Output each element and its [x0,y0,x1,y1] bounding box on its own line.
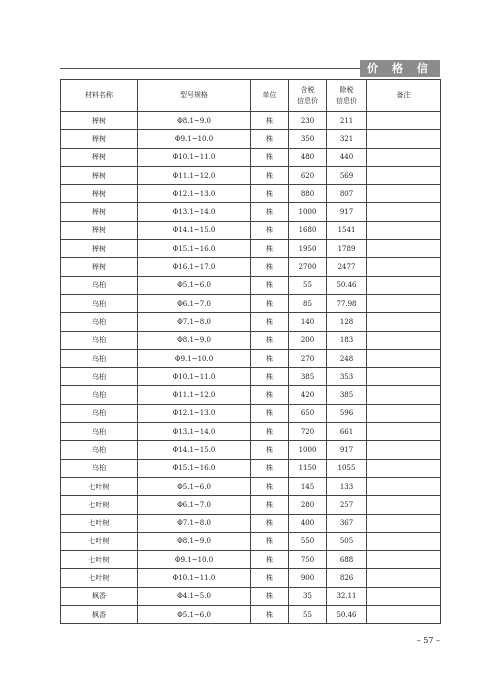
cell-tax-excluded-price: 505 [327,532,367,550]
cell-tax-excluded-price: 367 [327,514,367,532]
cell-material-name: 七叶树 [61,514,138,532]
cell-material-name: 乌桕 [61,386,138,404]
cell-remark [367,240,441,258]
cell-remark [367,587,441,605]
table-row [61,130,441,148]
cell-spec: Φ15.1~16.0 [138,240,251,258]
cell-material-name: 乌桕 [61,313,138,331]
cell-material-name: 乌桕 [61,349,138,367]
table-body [61,112,441,624]
cell-tax-excluded-price: 826 [327,569,367,587]
cell-tax-included-price: 350 [289,130,327,148]
cell-spec: Φ10.1~11.0 [138,569,251,587]
header-material-name: 材料名称 [61,80,138,112]
cell-spec: Φ8.1~9.0 [138,532,251,550]
cell-remark [367,313,441,331]
cell-spec: Φ5.1~6.0 [138,477,251,495]
cell-tax-included-price: 400 [289,514,327,532]
cell-tax-included-price: 2700 [289,258,327,276]
header-tax-included-line1: 含税 [300,85,315,94]
cell-tax-included-price: 720 [289,423,327,441]
cell-tax-included-price: 900 [289,569,327,587]
cell-tax-included-price: 750 [289,551,327,569]
cell-unit: 株 [251,496,289,514]
cell-material-name: 榉树 [61,130,138,148]
cell-spec: Φ10.1~11.0 [138,148,251,166]
cell-tax-included-price: 35 [289,587,327,605]
table-row [61,606,441,624]
header-remark: 备注 [367,80,441,112]
cell-unit: 株 [251,331,289,349]
cell-tax-excluded-price: 1541 [327,221,367,239]
cell-tax-included-price: 650 [289,404,327,422]
cell-tax-included-price: 55 [289,606,327,624]
table-row [61,496,441,514]
cell-material-name: 七叶树 [61,532,138,550]
cell-unit: 株 [251,294,289,312]
table-row [61,112,441,130]
cell-spec: Φ6.1~7.0 [138,294,251,312]
table-row [61,294,441,312]
header-rule [60,68,360,69]
cell-unit: 株 [251,203,289,221]
cell-spec: Φ16.1~17.0 [138,258,251,276]
cell-tax-included-price: 550 [289,532,327,550]
cell-material-name: 七叶树 [61,569,138,587]
cell-tax-excluded-price: 1789 [327,240,367,258]
cell-remark [367,459,441,477]
cell-spec: Φ8.1~9.0 [138,112,251,130]
cell-material-name: 枫香 [61,587,138,605]
cell-tax-excluded-price: 596 [327,404,367,422]
cell-material-name: 乌桕 [61,404,138,422]
cell-material-name: 乌桕 [61,331,138,349]
table-row [61,386,441,404]
cell-tax-included-price: 480 [289,148,327,166]
cell-material-name: 榉树 [61,112,138,130]
cell-tax-excluded-price: 688 [327,551,367,569]
cell-remark [367,294,441,312]
cell-tax-excluded-price: 321 [327,130,367,148]
cell-unit: 株 [251,606,289,624]
header-spec: 型号规格 [138,80,251,112]
cell-remark [367,148,441,166]
cell-remark [367,130,441,148]
cell-spec: Φ9.1~10.0 [138,349,251,367]
cell-spec: Φ12.1~13.0 [138,404,251,422]
cell-spec: Φ8.1~9.0 [138,331,251,349]
cell-spec: Φ15.1~16.0 [138,459,251,477]
cell-tax-excluded-price: 440 [327,148,367,166]
cell-tax-included-price: 620 [289,166,327,184]
table-row [61,258,441,276]
cell-tax-included-price: 280 [289,496,327,514]
cell-spec: Φ13.1~14.0 [138,203,251,221]
table-row [61,404,441,422]
table-row [61,551,441,569]
cell-tax-excluded-price: 917 [327,441,367,459]
cell-material-name: 乌桕 [61,294,138,312]
cell-tax-included-price: 145 [289,477,327,495]
price-table [60,79,441,624]
cell-tax-excluded-price: 211 [327,112,367,130]
cell-tax-included-price: 385 [289,368,327,386]
cell-remark [367,404,441,422]
cell-tax-included-price: 230 [289,112,327,130]
cell-tax-excluded-price: 50.46 [327,606,367,624]
cell-spec: Φ14.1~15.0 [138,441,251,459]
cell-tax-included-price: 1950 [289,240,327,258]
cell-spec: Φ9.1~10.0 [138,130,251,148]
cell-unit: 株 [251,221,289,239]
table-header-row [61,80,441,112]
cell-remark [367,349,441,367]
cell-spec: Φ7.1~8.0 [138,313,251,331]
cell-unit: 株 [251,441,289,459]
cell-remark [367,569,441,587]
table-row [61,148,441,166]
cell-remark [367,258,441,276]
cell-tax-included-price: 1000 [289,441,327,459]
cell-tax-excluded-price: 133 [327,477,367,495]
cell-tax-excluded-price: 128 [327,313,367,331]
cell-remark [367,368,441,386]
cell-remark [367,532,441,550]
table-row [61,441,441,459]
header-tax-included-price [289,80,327,112]
cell-material-name: 乌桕 [61,441,138,459]
cell-material-name: 榉树 [61,166,138,184]
cell-tax-excluded-price: 183 [327,331,367,349]
cell-remark [367,551,441,569]
header-tax-excluded-line1: 除税 [339,85,354,94]
table-row [61,569,441,587]
cell-tax-included-price: 1680 [289,221,327,239]
cell-remark [367,203,441,221]
header-tax-included-line2: 信息价 [297,96,318,105]
cell-unit: 株 [251,386,289,404]
cell-unit: 株 [251,514,289,532]
cell-tax-included-price: 200 [289,331,327,349]
cell-unit: 株 [251,423,289,441]
cell-unit: 株 [251,349,289,367]
cell-tax-excluded-price: 50.46 [327,276,367,294]
cell-material-name: 七叶树 [61,551,138,569]
cell-unit: 株 [251,258,289,276]
table-row [61,477,441,495]
cell-tax-excluded-price: 917 [327,203,367,221]
cell-unit: 株 [251,148,289,166]
cell-material-name: 七叶树 [61,477,138,495]
cell-material-name: 乌桕 [61,368,138,386]
cell-spec: Φ11.1~12.0 [138,166,251,184]
cell-tax-excluded-price: 77.98 [327,294,367,312]
cell-tax-excluded-price: 353 [327,368,367,386]
cell-spec: Φ4.1~5.0 [138,587,251,605]
cell-tax-included-price: 420 [289,386,327,404]
cell-remark [367,276,441,294]
cell-tax-excluded-price: 807 [327,185,367,203]
cell-material-name: 枫香 [61,606,138,624]
table-row [61,221,441,239]
page-number: – 57 – [416,636,440,645]
cell-unit: 株 [251,587,289,605]
cell-remark [367,477,441,495]
cell-unit: 株 [251,532,289,550]
cell-unit: 株 [251,240,289,258]
table-row [61,368,441,386]
cell-remark [367,185,441,203]
cell-remark [367,386,441,404]
cell-material-name: 榉树 [61,185,138,203]
cell-tax-included-price: 880 [289,185,327,203]
cell-unit: 株 [251,185,289,203]
cell-remark [367,331,441,349]
cell-unit: 株 [251,477,289,495]
cell-material-name: 榉树 [61,148,138,166]
cell-tax-excluded-price: 385 [327,386,367,404]
cell-spec: Φ7.1~8.0 [138,514,251,532]
cell-remark [367,221,441,239]
cell-unit: 株 [251,112,289,130]
cell-tax-included-price: 1150 [289,459,327,477]
cell-spec: Φ13.1~14.0 [138,423,251,441]
cell-unit: 株 [251,276,289,294]
cell-remark [367,112,441,130]
cell-tax-excluded-price: 257 [327,496,367,514]
table-row [61,459,441,477]
cell-tax-included-price: 55 [289,276,327,294]
table-row [61,532,441,550]
cell-material-name: 榉树 [61,258,138,276]
cell-remark [367,166,441,184]
cell-tax-excluded-price: 2477 [327,258,367,276]
cell-unit: 株 [251,404,289,422]
table-row [61,240,441,258]
cell-spec: Φ5.1~6.0 [138,606,251,624]
header-tax-excluded-line2: 信息价 [336,96,357,105]
cell-spec: Φ14.1~15.0 [138,221,251,239]
cell-tax-included-price: 140 [289,313,327,331]
cell-tax-excluded-price: 569 [327,166,367,184]
cell-unit: 株 [251,130,289,148]
cell-unit: 株 [251,313,289,331]
cell-spec: Φ6.1~7.0 [138,496,251,514]
table-row [61,331,441,349]
table-row [61,514,441,532]
cell-material-name: 榉树 [61,240,138,258]
cell-unit: 株 [251,569,289,587]
table-row [61,423,441,441]
cell-material-name: 榉树 [61,203,138,221]
cell-remark [367,496,441,514]
cell-unit: 株 [251,551,289,569]
cell-tax-excluded-price: 32.11 [327,587,367,605]
cell-spec: Φ11.1~12.0 [138,386,251,404]
header-tax-excluded-price [327,80,367,112]
table-row [61,185,441,203]
header-unit: 单位 [251,80,289,112]
cell-material-name: 乌桕 [61,423,138,441]
cell-unit: 株 [251,368,289,386]
cell-remark [367,606,441,624]
cell-remark [367,514,441,532]
table-row [61,349,441,367]
cell-spec: Φ10.1~11.0 [138,368,251,386]
cell-tax-included-price: 85 [289,294,327,312]
cell-tax-excluded-price: 1055 [327,459,367,477]
table-row [61,166,441,184]
table-row [61,203,441,221]
cell-tax-excluded-price: 248 [327,349,367,367]
table-row [61,313,441,331]
cell-spec: Φ12.1~13.0 [138,185,251,203]
cell-spec: Φ9.1~10.0 [138,551,251,569]
cell-remark [367,441,441,459]
cell-material-name: 乌桕 [61,276,138,294]
section-tag: 价 格 信 息 [360,60,440,77]
cell-spec: Φ5.1~6.0 [138,276,251,294]
cell-material-name: 榉树 [61,221,138,239]
cell-tax-included-price: 270 [289,349,327,367]
cell-tax-excluded-price: 661 [327,423,367,441]
cell-material-name: 七叶树 [61,496,138,514]
cell-material-name: 乌桕 [61,459,138,477]
cell-remark [367,423,441,441]
cell-tax-included-price: 1000 [289,203,327,221]
cell-unit: 株 [251,166,289,184]
table-row [61,587,441,605]
table-row [61,276,441,294]
cell-unit: 株 [251,459,289,477]
